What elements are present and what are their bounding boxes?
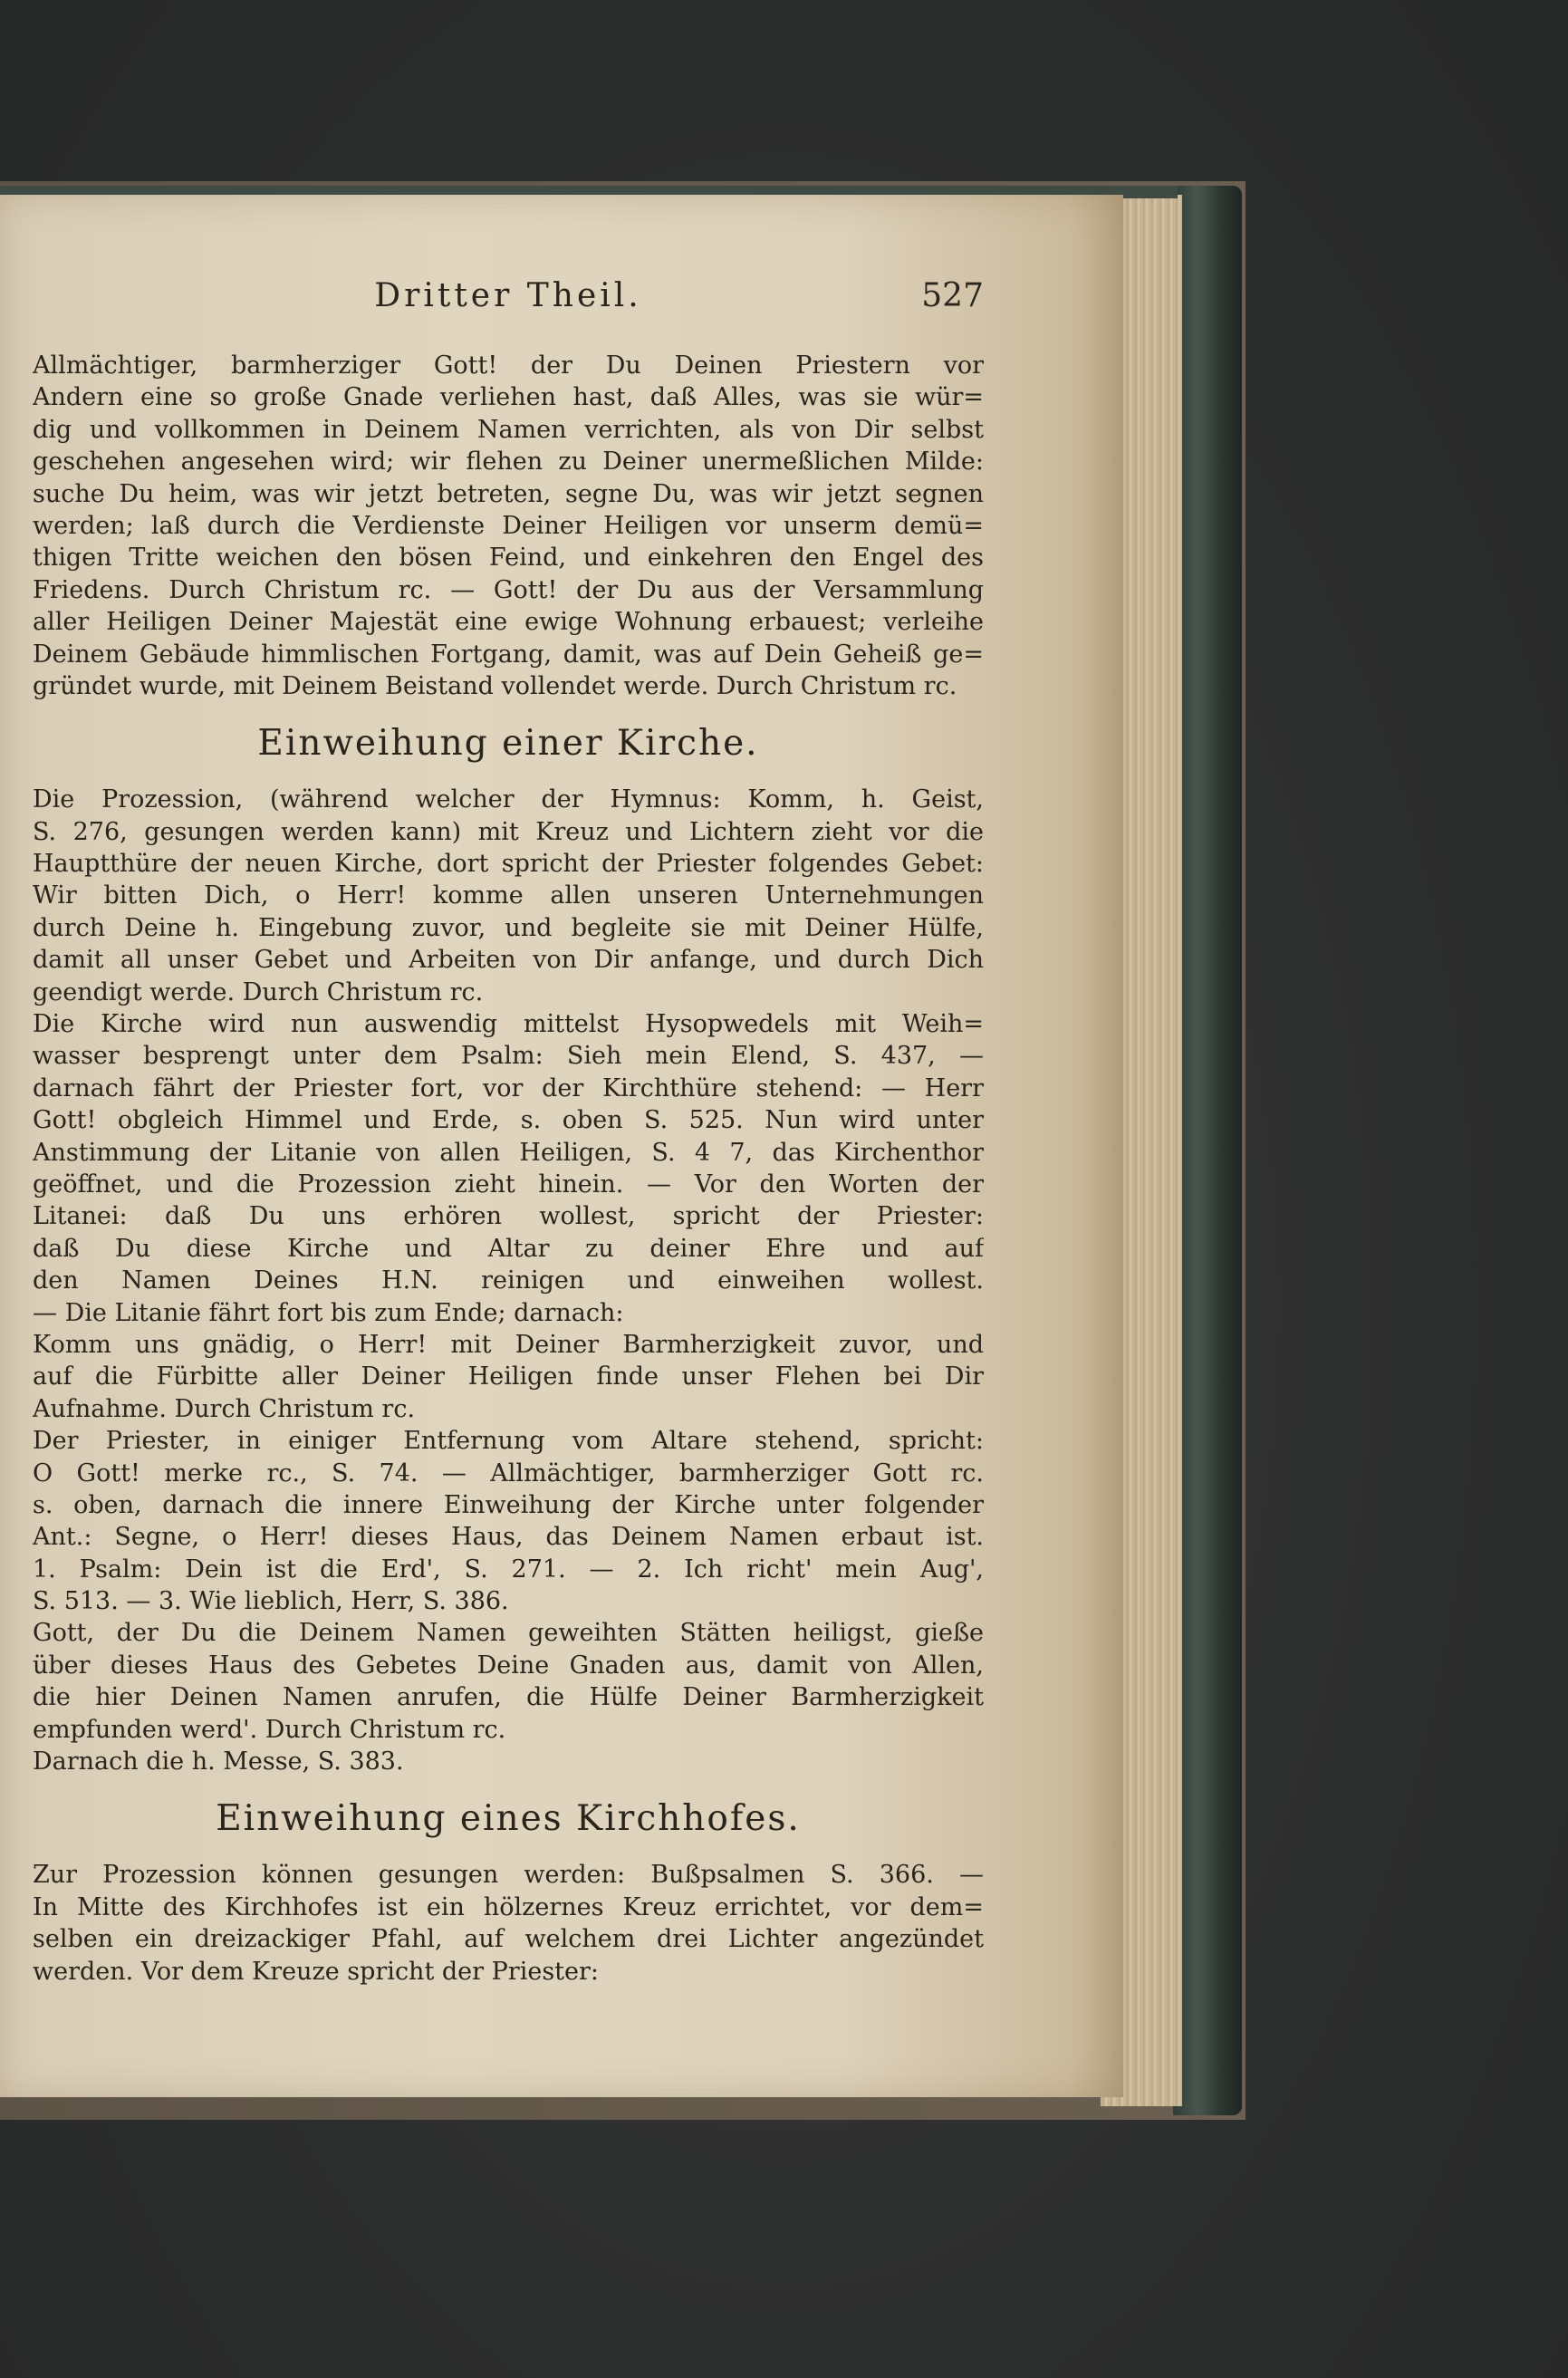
text-line: Zur Prozession können gesungen werden: Bußpsalmen S. 366. —	[33, 1861, 984, 1890]
text-line: Hauptthüre der neuen Kirche, dort spricht der Priester folgendes Gebet:	[33, 850, 984, 879]
text-line: empfunden werd'. Durch Christum rc.	[33, 1715, 506, 1744]
text-line: Deinem Gebäude himmlischen Fortgang, damit, was auf Dein Geheiß ge=	[33, 640, 984, 669]
text-line: thigen Tritte weichen den bösen Feind, und einkehren den Engel des	[33, 544, 984, 573]
text-line: Friedens. Durch Christum rc. — Gott! der Du aus der Versammlung	[33, 575, 984, 604]
text-line: suche Du heim, was wir jetzt betreten, segne Du, was wir jetzt segnen	[33, 479, 984, 508]
text-line: Darnach die h. Messe, S. 383.	[33, 1747, 404, 1776]
text-line: Der Priester, in einiger Entfernung vom Altare stehend, spricht:	[33, 1427, 984, 1456]
text-block-churchyard	[33, 1859, 984, 1988]
text-line: — Die Litanie fährt fort bis zum Ende; darnach:	[33, 1298, 624, 1327]
text-line: wasser besprengt unter dem Psalm: Sieh mein Elend, S. 437, —	[33, 1042, 984, 1071]
text-line: Andern eine so große Gnade verliehen hast, daß Alles, was sie wür=	[33, 383, 984, 412]
text-line: In Mitte des Kirchhofes ist ein hölzernes Kreuz errichtet, vor dem=	[33, 1892, 984, 1921]
text-line: daß Du diese Kirche und Altar zu deiner Ehre und auf	[33, 1234, 984, 1263]
text-line: dig und vollkommen in Deinem Namen verrichten, als von Dir selbst	[33, 415, 984, 444]
text-line: durch Deine h. Eingebung zuvor, und begleite sie mit Deiner Hülfe,	[33, 913, 984, 942]
text-line: geöffnet, und die Prozession zieht hinein. — Vor den Worten der	[33, 1170, 984, 1199]
text-line: auf die Fürbitte aller Deiner Heiligen finde unser Flehen bei Dir	[33, 1362, 984, 1391]
section-heading-church: Einweihung einer Kirche.	[257, 723, 759, 765]
running-head	[33, 272, 984, 326]
text-line: Die Prozession, (während welcher der Hymnus: Komm, h. Geist,	[33, 785, 984, 814]
text-block-church-consecration	[33, 784, 984, 1777]
page-number: 527	[921, 277, 984, 314]
text-block-prayer	[33, 350, 984, 702]
text-line: O Gott! merke rc., S. 74. — Allmächtiger, barmherziger Gott rc.	[33, 1459, 984, 1487]
text-line: Gott, der Du die Deinem Namen geweihten Stätten heiligst, gieße	[33, 1619, 984, 1648]
text-line: werden. Vor dem Kreuze spricht der Priester:	[33, 1957, 600, 1986]
page-content	[33, 272, 984, 1988]
text-line: damit all unser Gebet und Arbeiten von Dir anfange, und durch Dich	[33, 946, 984, 975]
text-line: die hier Deinen Namen anrufen, die Hülfe Deiner Barmherzigkeit	[33, 1683, 984, 1712]
text-line: werden; laß durch die Verdienste Deiner Heiligen vor unserm demü=	[33, 511, 984, 540]
text-line: Litanei: daß Du uns erhören wollest, spricht der Priester:	[33, 1202, 984, 1231]
text-line: Komm uns gnädig, o Herr! mit Deiner Barmherzigkeit zuvor, und	[33, 1330, 984, 1359]
text-line: darnach fährt der Priester fort, vor der Kirchthüre stehend: — Herr	[33, 1073, 984, 1102]
text-line: Anstimmung der Litanie von allen Heiligen, S. 4 7, das Kirchenthor	[33, 1138, 984, 1167]
text-line: 1. Psalm: Dein ist die Erd', S. 271. — 2. Ich richt' mein Aug',	[33, 1555, 984, 1584]
text-line: Die Kirche wird nun auswendig mittelst Hysopwedels mit Weih=	[33, 1010, 984, 1039]
section-heading-churchyard: Einweihung eines Kirchhofes.	[216, 1798, 801, 1840]
book-cover-edge	[1173, 186, 1242, 2115]
text-line: geschehen angesehen wird; wir flehen zu Deiner unermeßlichen Milde:	[33, 448, 984, 477]
text-line: S. 276, gesungen werden kann) mit Kreuz und Lichtern zieht vor die	[33, 817, 984, 846]
text-line: gründet wurde, mit Deinem Beistand vollendet werde. Durch Christum rc.	[33, 671, 957, 700]
text-line: Allmächtiger, barmherziger Gott! der Du Deinen Priestern vor	[33, 351, 984, 380]
running-title: Dritter Theil.	[374, 277, 642, 314]
text-line: geendigt werde. Durch Christum rc.	[33, 977, 484, 1006]
text-line: den Namen Deines H.N. reinigen und einweihen wollest.	[33, 1266, 984, 1295]
text-line: selben ein dreizackiger Pfahl, auf welchem drei Lichter angezündet	[33, 1925, 984, 1954]
text-line: über dieses Haus des Gebetes Deine Gnaden aus, damit von Allen,	[33, 1651, 984, 1680]
text-line: Wir bitten Dich, o Herr! komme allen unseren Unternehmungen	[33, 881, 984, 910]
text-line: S. 513. — 3. Wie lieblich, Herr, S. 386.	[33, 1587, 509, 1616]
text-line: Ant.: Segne, o Herr! dieses Haus, das Deinem Namen erbaut ist.	[33, 1523, 984, 1552]
text-line: Gott! obgleich Himmel und Erde, s. oben S. 525. Nun wird unter	[33, 1106, 984, 1135]
text-line: aller Heiligen Deiner Majestät eine ewige Wohnung erbauest; verleihe	[33, 608, 984, 637]
text-line: Aufnahme. Durch Christum rc.	[33, 1394, 416, 1423]
text-line: s. oben, darnach die innere Einweihung der Kirche unter folgender	[33, 1490, 984, 1519]
